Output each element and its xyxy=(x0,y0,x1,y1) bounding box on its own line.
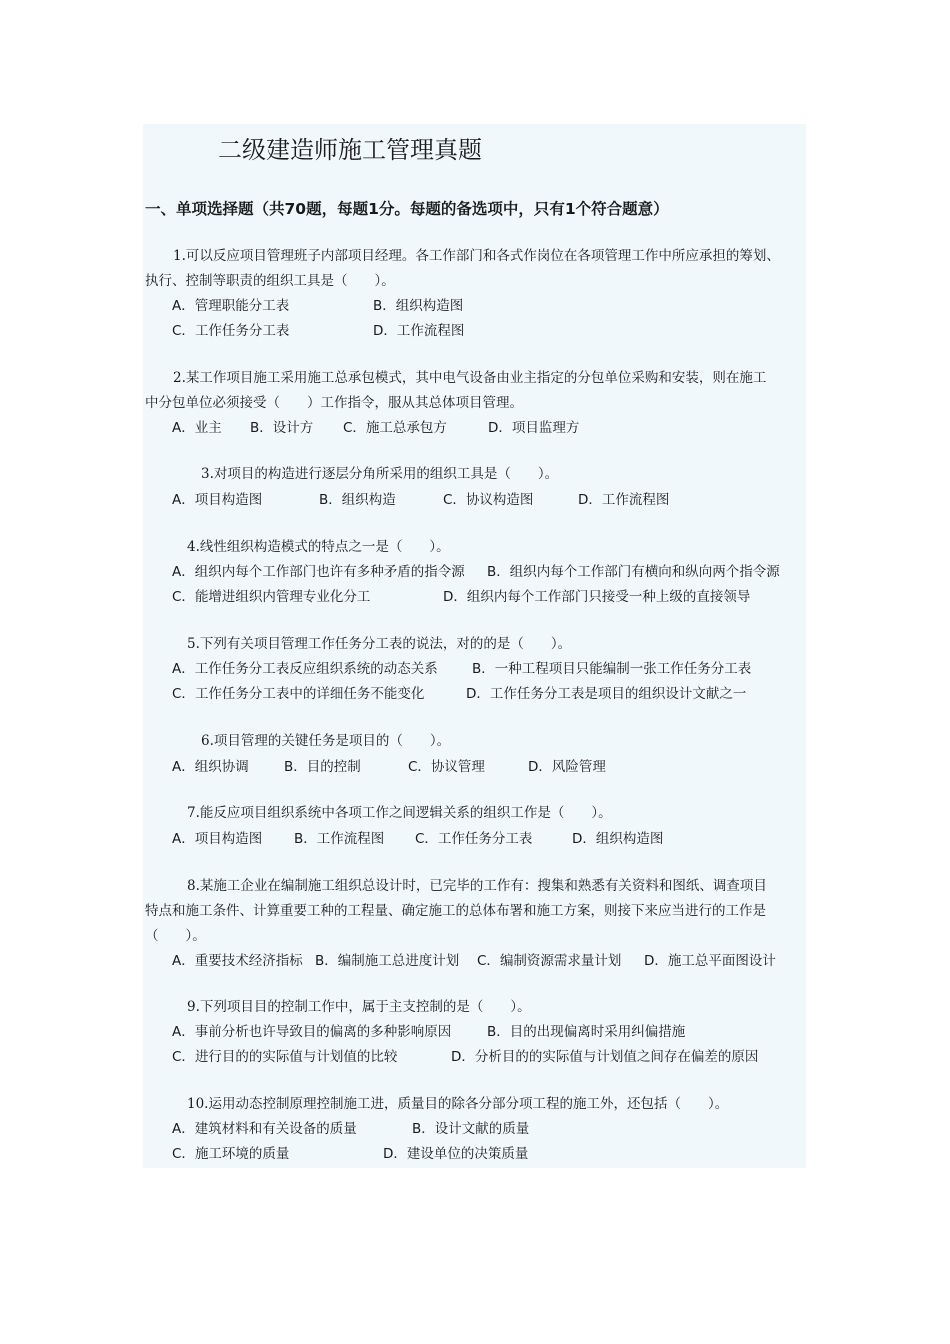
question-5-stem: 5.下列有关项目管理工作任务分工表的说法，对的的是（ ）。 xyxy=(187,636,572,652)
question-8-line-3: （ ）。 xyxy=(145,928,206,944)
option-10a[interactable]: A．建筑材料和有关设备的质量 xyxy=(172,1121,357,1137)
option-5b[interactable]: B．一种工程项目只能编制一张工作任务分工表 xyxy=(472,661,752,677)
option-6a[interactable]: A．组织协调 xyxy=(172,759,249,775)
option-6b[interactable]: B．目的控制 xyxy=(284,759,361,775)
question-1-stem xyxy=(145,244,810,294)
question-4-stem: 4.线性组织构造模式的特点之一是（ ）。 xyxy=(187,539,450,555)
option-4c[interactable]: C．能增进组织内管理专业化分工 xyxy=(172,589,371,605)
option-3a[interactable]: A．项目构造图 xyxy=(172,492,263,508)
question-1-line-2: 执行、控制等职责的组织工具是（ ）。 xyxy=(145,273,395,289)
option-4d[interactable]: D．组织内每个工作部门只接受一种上级的直接领导 xyxy=(443,589,751,605)
question-9-stem: 9.下列项目目的控制工作中，属于主支控制的是（ ）。 xyxy=(187,999,531,1015)
option-2b[interactable]: B．设计方 xyxy=(250,420,314,436)
option-7a[interactable]: A．项目构造图 xyxy=(172,831,263,847)
question-2-line-2: 中分包单位必须接受（ ）工作指令，服从其总体项目管理。 xyxy=(145,395,523,411)
option-1d[interactable]: D．工作流程图 xyxy=(373,323,465,339)
question-10-stem: 10.运用动态控制原理控制施工进，质量目的除各分部分项工程的施工外，还包括（ ）。 xyxy=(187,1096,729,1112)
option-2c[interactable]: C．施工总承包方 xyxy=(343,420,447,436)
question-8-line-2: 特点和施工条件、计算重要工种的工程量、确定施工的总体布署和施工方案，则接下来应当进行的工作是 xyxy=(145,903,766,919)
section-heading: 一、单项选择题（共70题，每题1分。每题的备选项中，只有1个符合题意） xyxy=(145,200,669,218)
question-1-line-1: 1.可以反应项目管理班子内部项目经理。各工作部门和各式作岗位在各项管理工作中所应承担的筹划、 xyxy=(173,248,780,264)
option-3c[interactable]: C．协议构造图 xyxy=(443,492,534,508)
question-3-stem: 3.对项目的构造进行逐层分角所采用的组织工具是（ ）。 xyxy=(201,466,559,482)
option-3b[interactable]: B．组织构造 xyxy=(319,492,396,508)
page-title: 二级建造师施工管理真题 xyxy=(218,136,482,164)
option-6d[interactable]: D．风险管理 xyxy=(528,759,606,775)
question-7-stem: 7.能反应项目组织系统中各项工作之间逻辑关系的组织工作是（ ）。 xyxy=(187,805,612,821)
option-8b[interactable]: B．编制施工总进度计划 xyxy=(315,953,460,969)
option-1b[interactable]: B．组织构造图 xyxy=(373,298,464,314)
option-9d[interactable]: D．分析目的的实际值与计划值之间存在偏差的原因 xyxy=(451,1049,759,1065)
option-1a[interactable]: A．管理职能分工表 xyxy=(172,298,290,314)
option-5a[interactable]: A．工作任务分工表反应组织系统的动态关系 xyxy=(172,661,438,677)
option-10b[interactable]: B．设计文献的质量 xyxy=(412,1121,530,1137)
option-7b[interactable]: B．工作流程图 xyxy=(294,831,385,847)
option-2a[interactable]: A．业主 xyxy=(172,420,222,436)
question-8-line-1: 8.某施工企业在编制施工组织总设计时，已完毕的工作有：搜集和熟悉有关资料和图纸、调查项目 xyxy=(187,878,767,894)
question-8-stem xyxy=(145,874,810,949)
option-10c[interactable]: C．施工环境的质量 xyxy=(172,1146,290,1162)
option-8c[interactable]: C．编制资源需求量计划 xyxy=(477,953,622,969)
option-5d[interactable]: D．工作任务分工表是项目的组织设计文献之一 xyxy=(466,686,747,702)
option-9c[interactable]: C．进行目的的实际值与计划值的比较 xyxy=(172,1049,398,1065)
option-5c[interactable]: C．工作任务分工表中的详细任务不能变化 xyxy=(172,686,425,702)
option-2d[interactable]: D．项目监理方 xyxy=(488,420,580,436)
option-4b[interactable]: B．组织内每个工作部门有横向和纵向两个指令源 xyxy=(487,564,780,580)
option-3d[interactable]: D．工作流程图 xyxy=(578,492,670,508)
option-9a[interactable]: A．事前分析也许导致目的偏离的多种影响原因 xyxy=(172,1024,452,1040)
option-10d[interactable]: D．建设单位的决策质量 xyxy=(383,1146,529,1162)
question-2-line-1: 2.某工作项目施工采用施工总承包模式，其中电气设备由业主指定的分包单位采购和安装，则在施工 xyxy=(173,370,767,386)
option-7d[interactable]: D．组织构造图 xyxy=(572,831,664,847)
option-8a[interactable]: A．重要技术经济指标 xyxy=(172,953,303,969)
option-8d[interactable]: D．施工总平面图设计 xyxy=(644,953,776,969)
option-1c[interactable]: C．工作任务分工表 xyxy=(172,323,290,339)
option-9b[interactable]: B．目的出现偏离时采用纠偏措施 xyxy=(487,1024,686,1040)
question-2-stem xyxy=(145,366,810,416)
option-4a[interactable]: A．组织内每个工作部门也许有多种矛盾的指令源 xyxy=(172,564,465,580)
option-7c[interactable]: C．工作任务分工表 xyxy=(415,831,533,847)
option-6c[interactable]: C．协议管理 xyxy=(408,759,485,775)
question-6-stem: 6.项目管理的关键任务是项目的（ ）。 xyxy=(201,733,451,749)
